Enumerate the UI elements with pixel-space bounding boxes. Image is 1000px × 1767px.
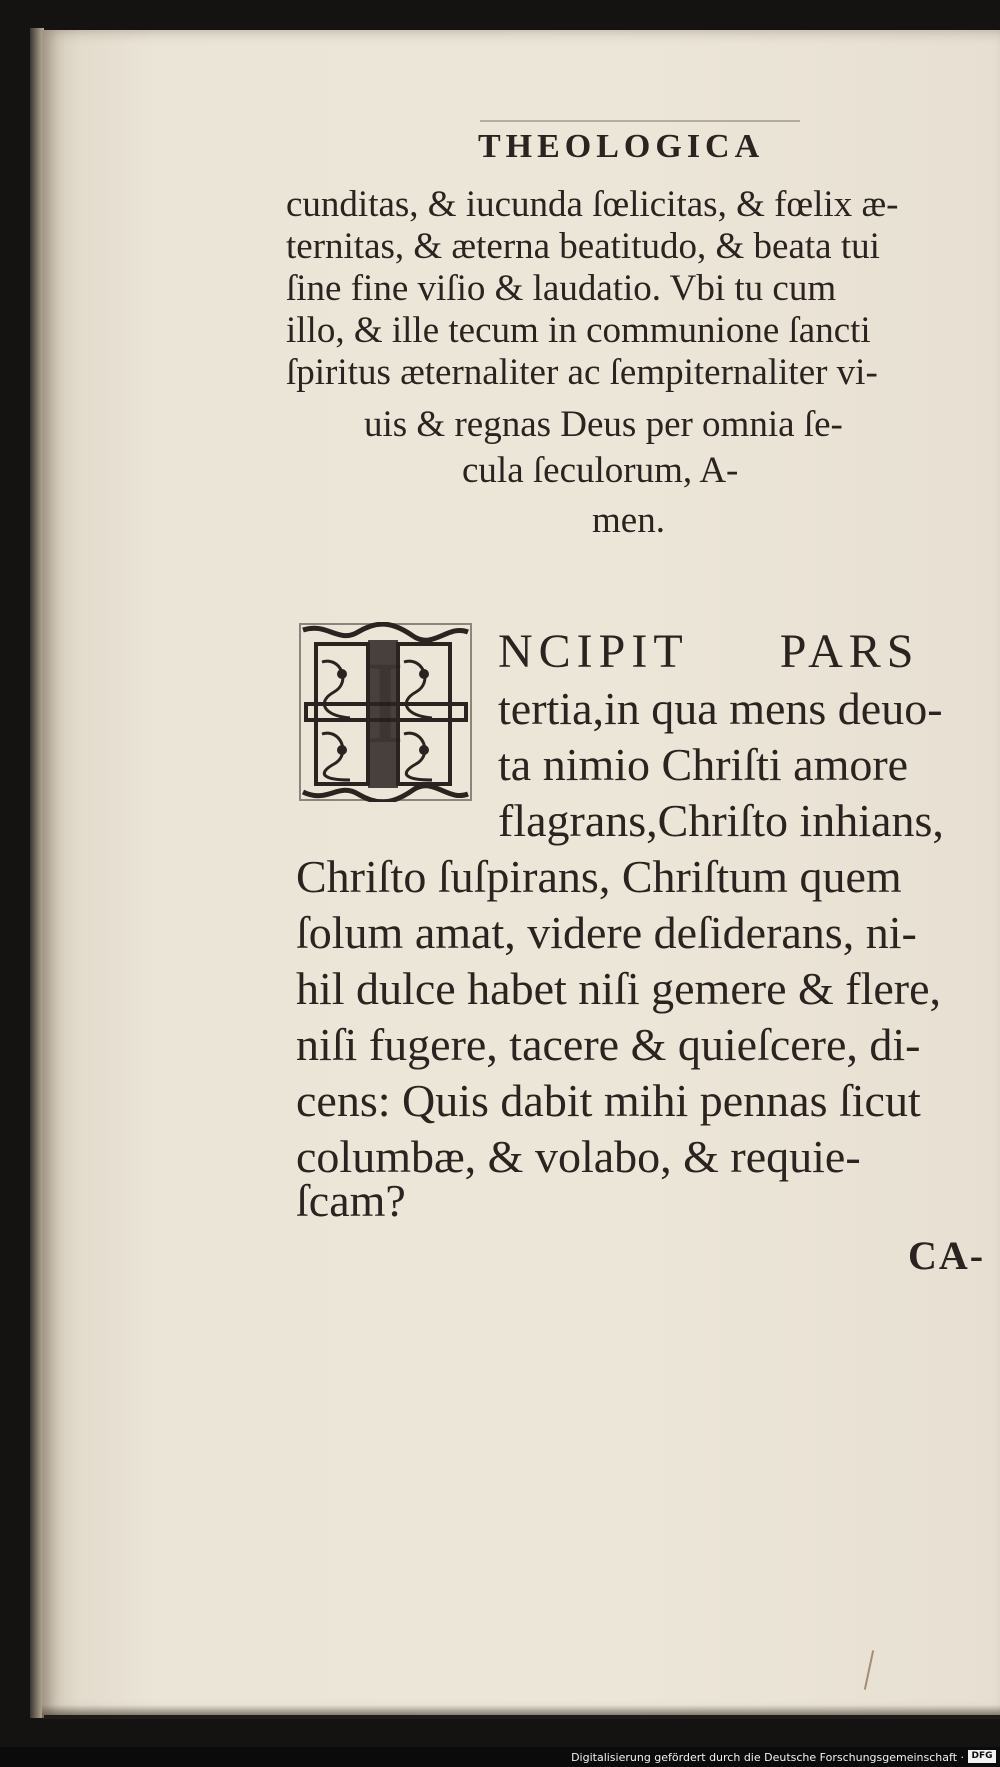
- dfg-logo: DFG: [968, 1750, 996, 1763]
- text-line: hil dulce habet niſi gemere & flere,: [296, 963, 942, 1014]
- text-line: cunditas, & iucunda ſœlicitas, & fœlix æ-: [286, 184, 899, 225]
- running-head: THEOLOGICA: [478, 128, 765, 165]
- text-line: Chriſto ſuſpirans, Chriſtum quem: [296, 851, 902, 902]
- text-line: cens: Quis dabit mihi pennas ſicut: [296, 1075, 921, 1126]
- text-line: ſine fine viſio & laudatio. Vbi tu cum: [286, 268, 837, 309]
- section-title: NCIPIT PARS: [498, 625, 920, 678]
- text-line: columbæ, & volabo, & requie-: [296, 1131, 861, 1182]
- initial-letter: I: [365, 637, 405, 768]
- page-bottom-shadow: [42, 1705, 1000, 1719]
- text-line: uis & regnas Deus per omnia ſe-: [364, 404, 843, 445]
- text-line: illo, & ille tecum in communione ſancti: [286, 310, 871, 351]
- text-line: ternitas, & æterna beatitudo, & beata tui: [286, 226, 880, 267]
- running-head-rule: [480, 120, 800, 122]
- decorated-initial: [298, 622, 473, 802]
- text-line: men.: [592, 500, 665, 541]
- text-line: niſi fugere, tacere & quieſcere, di-: [296, 1019, 921, 1070]
- text-line: ta nimio Chriſti amore: [498, 739, 909, 790]
- footer-credit: Digitalisierung gefördert durch die Deutsche Forschungsgemeinschaft ·: [571, 1751, 964, 1764]
- catchword: CA-: [908, 1233, 986, 1278]
- text-line: tertia,in qua mens deuo-: [498, 683, 943, 734]
- decorated-initial-graphic: [298, 622, 473, 802]
- digitization-footer: [0, 1747, 1000, 1767]
- text-line: ſpiritus æternaliter ac ſempiternaliter vi-: [286, 352, 878, 393]
- text-line: flagrans,Chriſto inhians,: [498, 795, 944, 846]
- text-line: ſcam?: [296, 1175, 406, 1226]
- text-line: cula ſeculorum, A-: [462, 450, 739, 491]
- text-line: ſolum amat, videre deſiderans, ni-: [296, 907, 917, 958]
